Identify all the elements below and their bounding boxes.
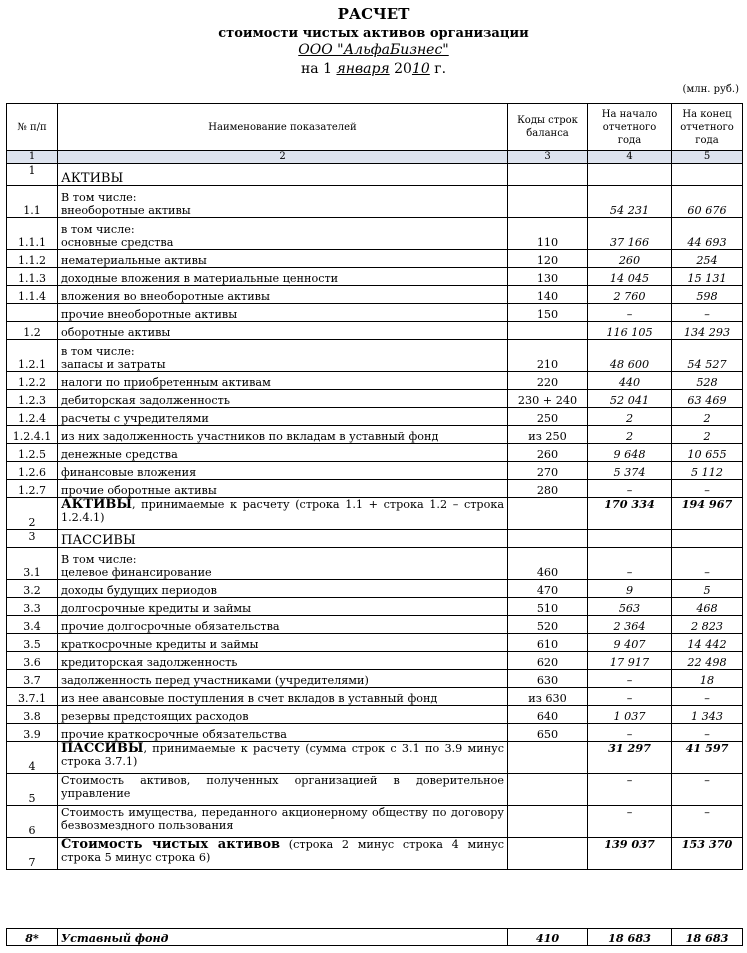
row-start-value: –	[588, 548, 672, 580]
row-prefix: в том числе:	[61, 223, 135, 236]
row-name	[58, 286, 508, 304]
row-start-value: 139 037	[588, 838, 672, 870]
row-start-value: 37 166	[588, 218, 672, 250]
row-label: прочие долгосрочные обязательства	[61, 620, 280, 633]
row-label: долгосрочные кредиты и займы	[61, 602, 252, 615]
table-row	[7, 186, 743, 218]
row-number: 3.6	[7, 652, 58, 670]
row-start-value: –	[588, 688, 672, 706]
row-prefix: В том числе:	[61, 553, 137, 566]
row-label: внеоборотные активы	[61, 204, 191, 217]
row-code: 140	[508, 286, 588, 304]
row-label: доходы будущих периодов	[61, 584, 217, 597]
row-end-value: 153 370	[672, 838, 743, 870]
table-row	[7, 929, 743, 946]
row-number: 1.2.2	[7, 372, 58, 390]
row-label: , принимаемые к расчету (сумма строк с 3.1 по 3.9 минус строка 3.7.1)	[61, 742, 504, 768]
row-number: 1.2.7	[7, 480, 58, 498]
row-name	[58, 706, 508, 724]
row-label: нематериальные активы	[61, 254, 207, 267]
table-row	[7, 218, 743, 250]
row-code	[508, 498, 588, 530]
row-code	[508, 186, 588, 218]
table-row	[7, 742, 743, 774]
col-header-start: На начало отчетного года	[588, 104, 672, 151]
row-start-value: 2	[588, 426, 672, 444]
row-start-value: –	[588, 806, 672, 838]
row-number: 3.5	[7, 634, 58, 652]
row-code: 650	[508, 724, 588, 742]
row-end-value: 1 343	[672, 706, 743, 724]
row-start-value: 260	[588, 250, 672, 268]
table-row	[7, 268, 743, 286]
row-name	[58, 322, 508, 340]
row-number: 3.7.1	[7, 688, 58, 706]
row-name	[58, 480, 508, 498]
report-date: на 1 января 2010 г.	[300, 61, 447, 77]
row-number: 3.2	[7, 580, 58, 598]
row-end-value: –	[672, 774, 743, 806]
row-end-value: –	[672, 806, 743, 838]
row-end-value: 22 498	[672, 652, 743, 670]
row-code	[508, 164, 588, 186]
row-name	[58, 164, 508, 186]
row-label: расчеты с учредителями	[61, 412, 209, 425]
row-name	[58, 742, 508, 774]
row-end-value: 2	[672, 408, 743, 426]
row-code	[508, 742, 588, 774]
row-name	[58, 340, 508, 372]
row-number: 5	[7, 774, 58, 806]
table-row	[7, 688, 743, 706]
row-code: из 250	[508, 426, 588, 444]
row-name	[58, 838, 508, 870]
row-start-value: –	[588, 774, 672, 806]
row-code	[508, 806, 588, 838]
row-end-value: –	[672, 688, 743, 706]
row-label: основные средства	[61, 236, 174, 249]
row-end-value: 54 527	[672, 340, 743, 372]
row-label: , принимаемые к расчету (строка 1.1 + строка 1.2 – строка 1.2.4.1)	[61, 498, 504, 524]
row-end-value: 2	[672, 426, 743, 444]
row-code: 210	[508, 340, 588, 372]
table-row	[7, 774, 743, 806]
row-number: 1	[7, 164, 58, 186]
row-name	[58, 616, 508, 634]
row-label: прочие краткосрочные обязательства	[61, 728, 287, 741]
row-label: (строка 2 минус строка 4 минус строка 5 минус строка 6)	[61, 838, 504, 864]
row-code: 260	[508, 444, 588, 462]
row-number: 3.8	[7, 706, 58, 724]
row-code: 620	[508, 652, 588, 670]
row-number: 1.1.1	[7, 218, 58, 250]
table-row	[7, 390, 743, 408]
row-number: 1.2.3	[7, 390, 58, 408]
row-name	[58, 688, 508, 706]
row-number: 1.2.5	[7, 444, 58, 462]
row-code: 230 + 240	[508, 390, 588, 408]
row-label: доходные вложения в материальные ценности	[61, 272, 339, 285]
net-assets-table	[6, 103, 743, 870]
row-code	[508, 530, 588, 548]
page-title: РАСЧЕТ	[337, 5, 410, 23]
row-name	[58, 634, 508, 652]
row-name	[58, 652, 508, 670]
row-number: 6	[7, 806, 58, 838]
row-name	[58, 390, 508, 408]
row-end-value: 44 693	[672, 218, 743, 250]
row-number: 1.2.6	[7, 462, 58, 480]
row-label: прочие оборотные активы	[61, 484, 217, 497]
row-start-value: –	[588, 670, 672, 688]
row-name	[58, 498, 508, 530]
row-name	[58, 250, 508, 268]
row-code: из 630	[508, 688, 588, 706]
row-number: 1.1.4	[7, 286, 58, 304]
row-label: финансовые вложения	[61, 466, 197, 479]
table-row	[7, 598, 743, 616]
row-number: 3.1	[7, 548, 58, 580]
row-end-value: –	[672, 304, 743, 322]
row-end-value: 18 683	[672, 929, 743, 946]
row-start-value: –	[588, 724, 672, 742]
row-start-value: 14 045	[588, 268, 672, 286]
row-start-value	[588, 530, 672, 548]
row-name	[58, 724, 508, 742]
row-name	[58, 304, 508, 322]
table-row	[7, 480, 743, 498]
table-row	[7, 530, 743, 548]
row-end-value: 2 823	[672, 616, 743, 634]
table-row	[7, 286, 743, 304]
row-name	[58, 598, 508, 616]
row-end-value: 254	[672, 250, 743, 268]
row-start-value: 1 037	[588, 706, 672, 724]
row-start-value: 2 364	[588, 616, 672, 634]
row-number: 1.2.4	[7, 408, 58, 426]
row-end-value: 528	[672, 372, 743, 390]
row-code: 280	[508, 480, 588, 498]
unit-label: (млн. руб.)	[682, 84, 739, 95]
row-label: Стоимость имущества, переданного акционерному обществу по договору безвозмездного пользования	[61, 806, 504, 832]
table-row	[7, 426, 743, 444]
row-prefix: В том числе:	[61, 191, 137, 204]
table-row	[7, 498, 743, 530]
table-row	[7, 322, 743, 340]
row-label: денежные средства	[61, 448, 178, 461]
row-start-value: 17 917	[588, 652, 672, 670]
row-end-value: –	[672, 480, 743, 498]
row-number: 8*	[7, 929, 58, 946]
row-number: 3	[7, 530, 58, 548]
row-code: 130	[508, 268, 588, 286]
row-end-value: 194 967	[672, 498, 743, 530]
row-code: 470	[508, 580, 588, 598]
row-start-value: 18 683	[588, 929, 672, 946]
row-start-value: 54 231	[588, 186, 672, 218]
row-code: 220	[508, 372, 588, 390]
row-code: 460	[508, 548, 588, 580]
row-start-value: 31 297	[588, 742, 672, 774]
row-code: 110	[508, 218, 588, 250]
col-number: 5	[672, 151, 743, 164]
row-name: Уставный фонд	[58, 929, 508, 946]
row-end-value: 5 112	[672, 462, 743, 480]
row-end-value: 14 442	[672, 634, 743, 652]
col-number: 2	[58, 151, 508, 164]
row-start-value: 563	[588, 598, 672, 616]
table-row	[7, 580, 743, 598]
col-header-name: Наименование показателей	[58, 104, 508, 151]
row-number: 1.2	[7, 322, 58, 340]
row-code: 520	[508, 616, 588, 634]
row-name	[58, 186, 508, 218]
row-end-value: 18	[672, 670, 743, 688]
row-code: 120	[508, 250, 588, 268]
row-end-value: 468	[672, 598, 743, 616]
row-end-value: 63 469	[672, 390, 743, 408]
table-row	[7, 616, 743, 634]
row-number: 1.1.2	[7, 250, 58, 268]
row-start-value: 9	[588, 580, 672, 598]
row-end-value	[672, 530, 743, 548]
row-code	[508, 322, 588, 340]
row-label: Стоимость активов, полученных организацией в доверительное управление	[61, 774, 504, 800]
row-code: 270	[508, 462, 588, 480]
page-subtitle: стоимости чистых активов организации	[218, 26, 529, 41]
row-number	[7, 304, 58, 322]
row-label: дебиторская задолженность	[61, 394, 230, 407]
row-label: АКТИВЫ	[61, 171, 124, 186]
row-label: вложения во внеоборотные активы	[61, 290, 270, 303]
row-number: 4	[7, 742, 58, 774]
row-code: 150	[508, 304, 588, 322]
table-row	[7, 724, 743, 742]
row-start-value: 170 334	[588, 498, 672, 530]
table-row	[7, 164, 743, 186]
row-number: 1.1	[7, 186, 58, 218]
row-name	[58, 774, 508, 806]
row-label: прочие внеоборотные активы	[61, 308, 238, 321]
row-end-value: 41 597	[672, 742, 743, 774]
table-row	[7, 340, 743, 372]
row-start-value: –	[588, 480, 672, 498]
col-number: 3	[508, 151, 588, 164]
row-end-value: 598	[672, 286, 743, 304]
row-start-value: 5 374	[588, 462, 672, 480]
table-row	[7, 250, 743, 268]
row-label: запасы и затраты	[61, 358, 166, 371]
row-name	[58, 670, 508, 688]
row-label: резервы предстоящих расходов	[61, 710, 249, 723]
row-end-value: –	[672, 548, 743, 580]
row-end-value: 134 293	[672, 322, 743, 340]
organization-name: ООО "АльфаБизнес"	[298, 42, 449, 58]
col-header-num: № п/п	[7, 104, 58, 151]
row-name	[58, 580, 508, 598]
row-start-value	[588, 164, 672, 186]
row-label: оборотные активы	[61, 326, 171, 339]
table-row	[7, 706, 743, 724]
row-end-value: 10 655	[672, 444, 743, 462]
row-number: 1.2.1	[7, 340, 58, 372]
row-end-value: 5	[672, 580, 743, 598]
row-start-value: 9 648	[588, 444, 672, 462]
row-name	[58, 408, 508, 426]
row-number: 1.2.4.1	[7, 426, 58, 444]
row-start-value: 52 041	[588, 390, 672, 408]
row-name	[58, 806, 508, 838]
table-row	[7, 548, 743, 580]
row-name	[58, 268, 508, 286]
col-number: 4	[588, 151, 672, 164]
row-bold-label: АКТИВЫ	[61, 497, 132, 512]
row-label: из них задолженность участников по вкладам в уставный фонд	[61, 430, 439, 443]
row-name	[58, 462, 508, 480]
row-end-value	[672, 164, 743, 186]
row-name	[58, 372, 508, 390]
row-label: из нее авансовые поступления в счет вкладов в уставный фонд	[61, 692, 438, 705]
row-code	[508, 838, 588, 870]
charter-fund-table	[6, 928, 743, 946]
row-prefix: в том числе:	[61, 345, 135, 358]
row-label: целевое финансирование	[61, 566, 212, 579]
row-bold-label: Стоимость чистых активов	[61, 837, 281, 852]
row-start-value: –	[588, 304, 672, 322]
row-number: 7	[7, 838, 58, 870]
row-code	[508, 774, 588, 806]
row-number: 3.4	[7, 616, 58, 634]
table-row	[7, 444, 743, 462]
row-start-value: 116 105	[588, 322, 672, 340]
row-number: 3.7	[7, 670, 58, 688]
row-start-value: 2	[588, 408, 672, 426]
row-start-value: 440	[588, 372, 672, 390]
table-row	[7, 670, 743, 688]
row-number: 2	[7, 498, 58, 530]
row-code: 250	[508, 408, 588, 426]
row-start-value: 2 760	[588, 286, 672, 304]
table-row	[7, 634, 743, 652]
row-label: краткосрочные кредиты и займы	[61, 638, 259, 651]
row-end-value: 15 131	[672, 268, 743, 286]
row-number: 1.1.3	[7, 268, 58, 286]
row-name	[58, 530, 508, 548]
row-code: 640	[508, 706, 588, 724]
row-label: задолженность перед участниками (учредителями)	[61, 674, 369, 687]
row-name	[58, 426, 508, 444]
row-code: 610	[508, 634, 588, 652]
row-end-value: 60 676	[672, 186, 743, 218]
col-header-end: На конец отчетного года	[672, 104, 743, 151]
table-row	[7, 408, 743, 426]
col-header-code: Коды строк баланса	[508, 104, 588, 151]
row-end-value: –	[672, 724, 743, 742]
table-row	[7, 462, 743, 480]
table-row	[7, 652, 743, 670]
row-label: ПАССИВЫ	[61, 533, 136, 548]
row-name	[58, 444, 508, 462]
row-code: 510	[508, 598, 588, 616]
row-bold-label: ПАССИВЫ	[61, 741, 144, 756]
row-start-value: 48 600	[588, 340, 672, 372]
row-number: 3.9	[7, 724, 58, 742]
row-label: кредиторская задолженность	[61, 656, 238, 669]
row-code: 410	[508, 929, 588, 946]
row-name	[58, 218, 508, 250]
row-number: 3.3	[7, 598, 58, 616]
table-row	[7, 304, 743, 322]
col-number: 1	[7, 151, 58, 164]
row-label: налоги по приобретенным активам	[61, 376, 271, 389]
row-start-value: 9 407	[588, 634, 672, 652]
row-name	[58, 548, 508, 580]
row-code: 630	[508, 670, 588, 688]
table-row	[7, 806, 743, 838]
table-row	[7, 372, 743, 390]
table-row	[7, 838, 743, 870]
